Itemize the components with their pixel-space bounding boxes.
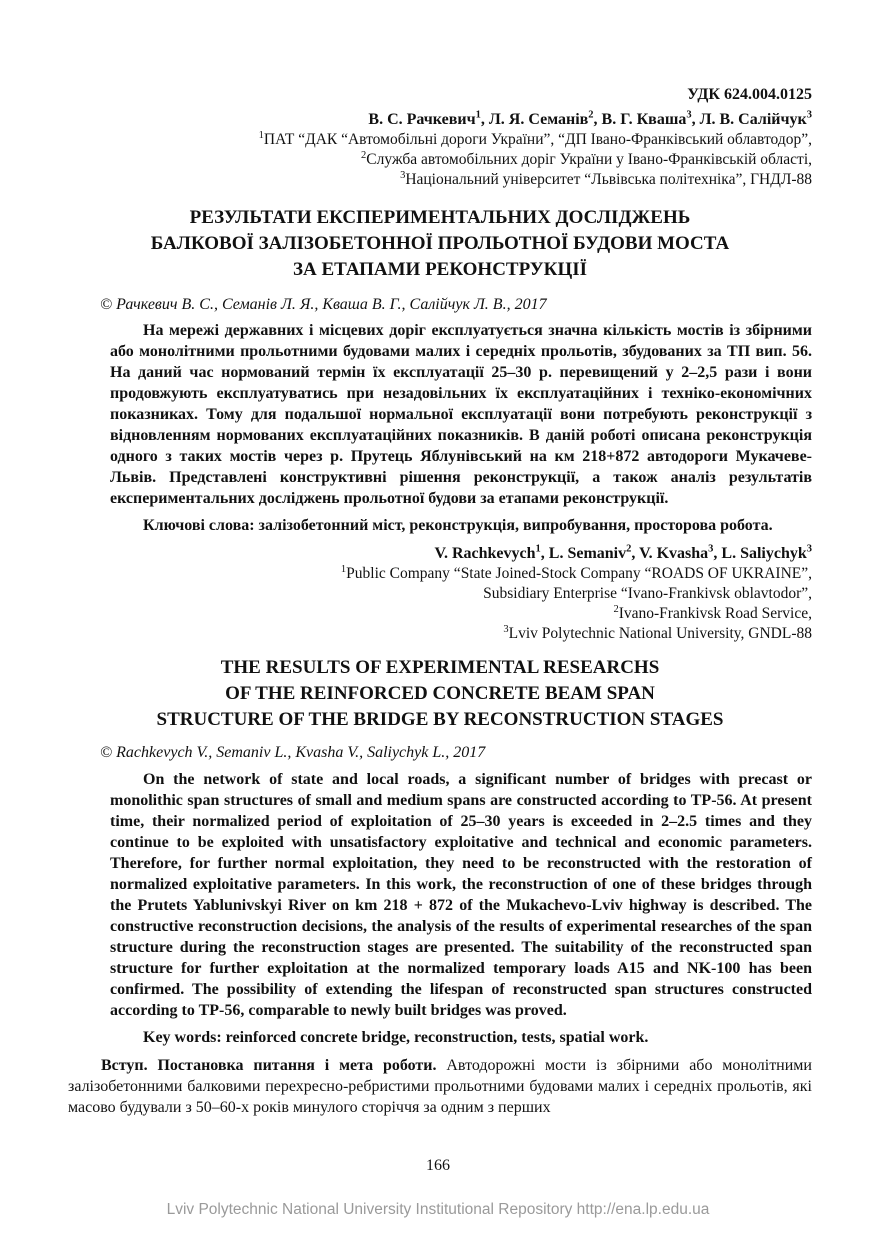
author-affiliation-ref: 3 [806,109,812,121]
title-line: STRUCTURE OF THE BRIDGE BY RECONSTRUCTION STAGES [156,709,724,730]
affiliation-line: $^1$Public Company “State Joined-Stock Company “ROADS OF UKRAINE”, [340,563,812,582]
repository-footer: Lviv Polytechnic National University Institutional Repository http://ena.lp.edu.ua [166,1201,710,1218]
author-affiliation-ref: 3 [806,543,812,555]
title-en [68,655,812,733]
author-affiliation-ref: 2 [588,109,594,121]
introduction-heading: Вступ. Постановка питання і мета роботи. [101,1057,437,1074]
authors-en [68,543,812,564]
author-affiliation-ref: 1 [475,109,481,121]
abstract-en: On the network of state and local roads, a significant number of bridges with precast or monolithic span structures of small and medium spans are constructed according to TP-56. At present time, their normalized period of exploitation of 25–30 years is exceeded in 2–2.5 times and they continue to be exploited with unsatisfactory exploitative and technical and economic parameters. Therefore, for further normal exploitation, they need to be reconstructed with the restoration of normalized exploitative parameters. In this work, the reconstruction of one of these bridges through the Prutets Yablunivskyi River on km 218 + 872 of the Mukachevo-Lviv highway is described. The constructive reconstruction decisions, the analysis of the results of experimental researches of the span structure during the reconstruction stages are presented. The suitability of the reconstructed span structure for further exploitation at the normalized temporary loads A15 and NK-100 has been confirmed. The possibility of extending the lifespan of reconstructed span structures constructed according to TP-56, comparable to newly built bridges was proved. [110,771,812,1019]
affiliation-line: Subsidiary Enterprise “Ivano-Frankivsk oblavtodor”, [483,585,812,602]
affiliations-ua [68,130,812,190]
author: , L. Semaniv$^2$ [540,543,632,562]
title-line: OF THE REINFORCED CONCRETE BEAM SPAN [225,683,655,704]
keywords-ua: Ключові слова: залізобетонний міст, реконструкція, випробування, просторова робота. [143,517,773,534]
abstract-ua: На мережі державних і місцевих доріг експлуатується значна кількість мостів із збірними або монолітними прольотними будовами малих і середніх прольотів, збудованих за ТП вип. 56. На даний час нормований термін їх експлуатації 25–30 р. перевищений у 2–2,5 рази і вони продовжують експлуатуватись при незадовільних їх експлуатаційних і техніко-економічних показниках. Тому для подальшої нормальної експлуатації вони потребують реконструкції з відновленням нормованих експлуатаційних показників. В даній роботі описана реконструкція одного з таких мостів через р. Прутець Яблунівський на км 218+872 автодороги Мукачеве-Львів. Представлені конструктивні рішення реконструкції, а також аналіз результатів експериментальних досліджень прольотної будови за етапами реконструкції. [110,322,812,507]
introduction-paragraph [68,1055,812,1118]
copyright-en: © Rachkevych V., Semaniv L., Kvasha V., Saliychyk L., 2017 [100,744,486,761]
page-number: 166 [426,1157,450,1174]
affiliations-en [68,564,812,644]
title-line: БАЛКОВОЇ ЗАЛІЗОБЕТОННОЇ ПРОЛЬОТНОЇ БУДОВИ МОСТА [150,233,730,254]
authors-ua [68,109,812,130]
affiliation-line: $^2$Служба автомобільних доріг України у Івано-Франківській області, [361,149,812,168]
author: , Л. В. Салійчук$^3$ [691,109,812,128]
title-line: РЕЗУЛЬТАТИ ЕКСПЕРИМЕНТАЛЬНИХ ДОСЛІДЖЕНЬ [189,207,691,228]
udc-code: УДК 624.004.0125 [687,86,812,103]
affiliation-line: $^1$ПАТ “ДАК “Автомобільні дороги України”, “ДП Івано-Франківський облавтодор”, [258,129,812,148]
title-ua [68,205,812,283]
author-affiliation-ref: 3 [708,543,714,555]
introduction-text: Автодорожні мости із збірними або монолітними залізобетонними балковими перехресно-ребристими прольотними будовами малих і середніх прольотів, які масово будували з 50–60-х років минулого сторіччя за одним з перших [68,1057,812,1116]
title-line: THE RESULTS OF EXPERIMENTAL RESEARCHS [220,657,660,678]
affiliation-line: $^3$Національний університет “Львівська політехніка”, ГНДЛ-88 [400,169,812,188]
author: , V. Kvasha$^3$ [631,543,714,562]
author-affiliation-ref: 3 [686,109,692,121]
keywords-en: Key words: reinforced concrete bridge, reconstruction, tests, spatial work. [143,1029,649,1046]
author-affiliation-ref: 1 [535,543,541,555]
author: , Л. Я. Семанів$^2$ [480,109,594,128]
affiliation-line: $^3$Lviv Polytechnic National University, GNDL-88 [503,623,812,642]
author: В. С. Рачкевич$^1$ [368,109,481,128]
copyright-ua: © Рачкевич В. С., Семанів Л. Я., Кваша В. Г., Салійчук Л. В., 2017 [100,296,547,313]
author: V. Rachkevych$^1$ [434,543,541,562]
author: , L. Saliychyk$^3$ [713,543,812,562]
title-line: ЗА ЕТАПАМИ РЕКОНСТРУКЦІЇ [292,259,588,280]
author-affiliation-ref: 2 [626,543,632,555]
author: , В. Г. Кваша$^3$ [593,109,692,128]
affiliation-line: $^2$Ivano-Frankivsk Road Service, [613,603,812,622]
